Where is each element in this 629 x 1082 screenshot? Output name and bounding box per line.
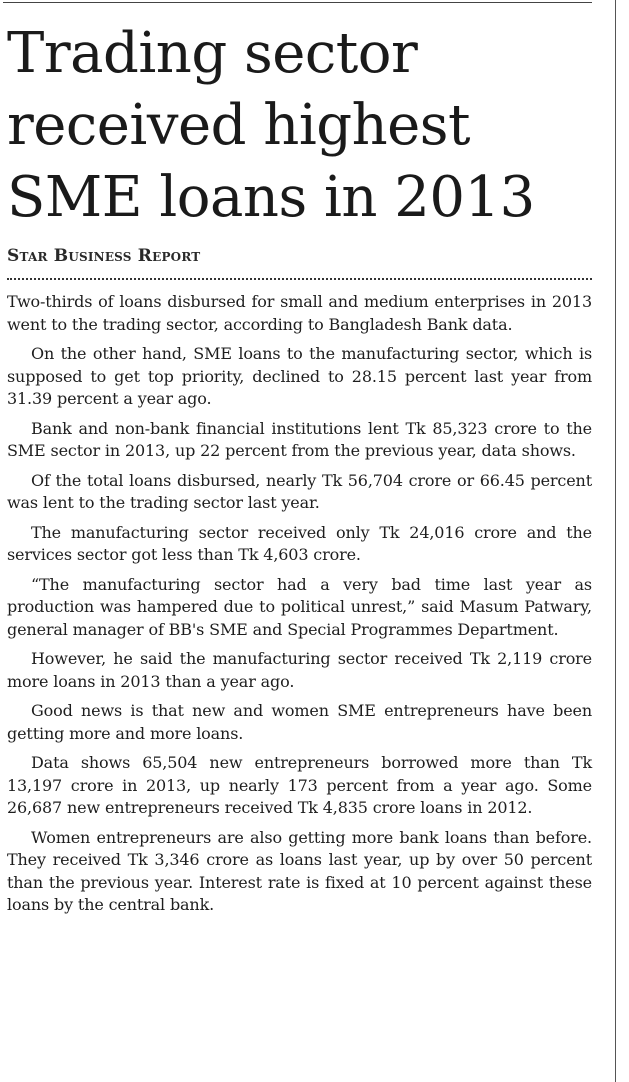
article-body — [7, 291, 592, 917]
top-rule — [3, 2, 592, 3]
paragraph: However, he said the manufacturing sector received Tk 2,119 crore more loans in 2013 than a year ago. — [7, 649, 592, 691]
paragraph: Data shows 65,504 new entrepreneurs borrowed more than Tk 13,197 crore in 2013, up nearly 173 percent from a year ago. Some 26,687 new entrepreneurs received Tk 4,835 crore loans in 2012. — [7, 753, 592, 817]
headline — [7, 18, 592, 234]
paragraph: Good news is that new and women SME entrepreneurs have been getting more and more loans. — [7, 701, 592, 743]
dotted-divider — [7, 278, 592, 280]
headline-line-1: Trading sector — [7, 21, 418, 86]
paragraph: Of the total loans disbursed, nearly Tk 56,704 crore or 66.45 percent was lent to the trading sector last year. — [7, 470, 592, 512]
news-article — [7, 18, 592, 924]
paragraph: On the other hand, SME loans to the manufacturing sector, which is supposed to get top priority, declined to 28.15 percent last year from 31.39 percent a year ago. — [7, 344, 592, 408]
column-rule — [615, 0, 616, 1082]
paragraph: The manufacturing sector received only Tk 24,016 crore and the services sector got less than Tk 4,603 crore. — [7, 522, 592, 564]
paragraph: “The manufacturing sector had a very bad time last year as production was hampered due to political unrest,” said Masum Patwary, general manager of BB's SME and Special Programmes Department. — [7, 574, 592, 639]
headline-line-3: SME loans in 2013 — [7, 165, 535, 230]
paragraph: Bank and non-bank financial institutions lent Tk 85,323 crore to the SME sector in 2013, up 22 percent from the previous year, data shows. — [7, 418, 592, 460]
paragraph: Women entrepreneurs are also getting more bank loans than before. They received Tk 3,346 crore as loans last year, up by over 50 percent than the previous year. Interest rate is fixed at 10 percent against these loans by the central bank. — [7, 827, 592, 914]
byline: Star Business Report — [7, 246, 201, 266]
headline-line-2: received highest — [7, 93, 471, 158]
paragraph: Two-thirds of loans disbursed for small and medium enterprises in 2013 went to the trading sector, according to Bangladesh Bank data. — [7, 292, 592, 334]
